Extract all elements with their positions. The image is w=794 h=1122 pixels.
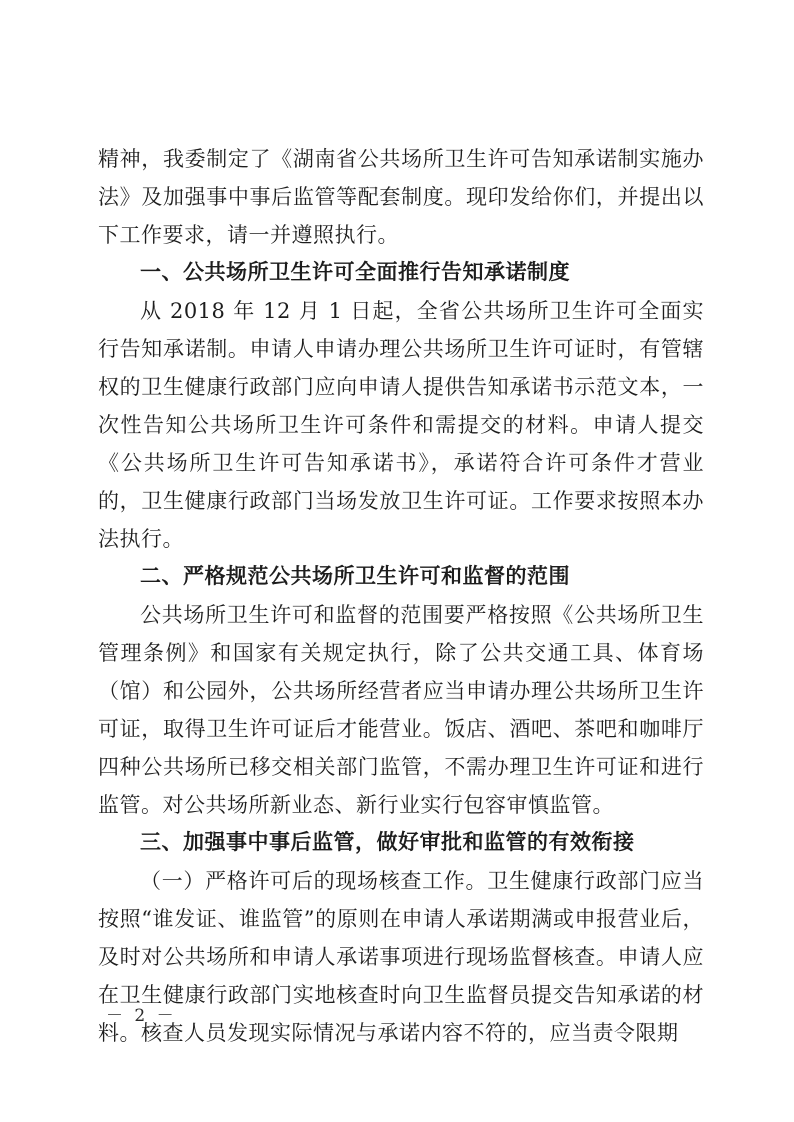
section-heading: 二、严格规范公共场所卫生许可和监督的范围: [140, 565, 570, 588]
section-heading: 一、公共场所卫生许可全面推行告知承诺制度: [140, 261, 570, 284]
page-number: － 2 －: [106, 1006, 177, 1026]
section-heading: 三、加强事中事后监管，做好审批和监管的有效衔接: [140, 831, 635, 854]
body-paragraph: （一）严格许可后的现场核查工作。卫生健康行政部门应当按照“谁发证、谁监管”的原则在申请人承诺期满或申报营业后，及时对公共场所和申请人承诺事项进行现场监督核查。申请人应在卫生健康行政部门实地核查时向卫生监督员提交告知承诺的材料。核查人员发现实际情况与承诺内容不符的，应当责令限期: [98, 869, 704, 1045]
body-paragraph: 公共场所卫生许可和监督的范围要严格按照《公共场所卫生管理条例》和国家有关规定执行，除了公共交通工具、体育场（馆）和公园外，公共场所经营者应当申请办理公共场所卫生许可证，取得卫生许可证后才能营业。饭店、酒吧、茶吧和咖啡厅四种公共场所已移交相关部门监管，不需办理卫生许可证和进行监管。对公共场所新业态、新行业实行包容审慎监管。: [98, 603, 704, 817]
body-paragraph: 精神，我委制定了《湖南省公共场所卫生许可告知承诺制实施办法》及加强事中事后监管等配套制度。现印发给你们，并提出以下工作要求，请一并遵照执行。: [98, 147, 704, 247]
document-body: [98, 140, 704, 1052]
body-paragraph: 从 2018 年 12 月 1 日起，全省公共场所卫生许可全面实行告知承诺制。申请人申请办理公共场所卫生许可证时，有管辖权的卫生健康行政部门应向申请人提供告知承诺书示范文本，一次性告知公共场所卫生许可条件和需提交的材料。申请人提交《公共场所卫生许可告知承诺书》，承诺符合许可条件才营业的，卫生健康行政部门当场发放卫生许可证。工作要求按照本办法执行。: [98, 299, 704, 551]
